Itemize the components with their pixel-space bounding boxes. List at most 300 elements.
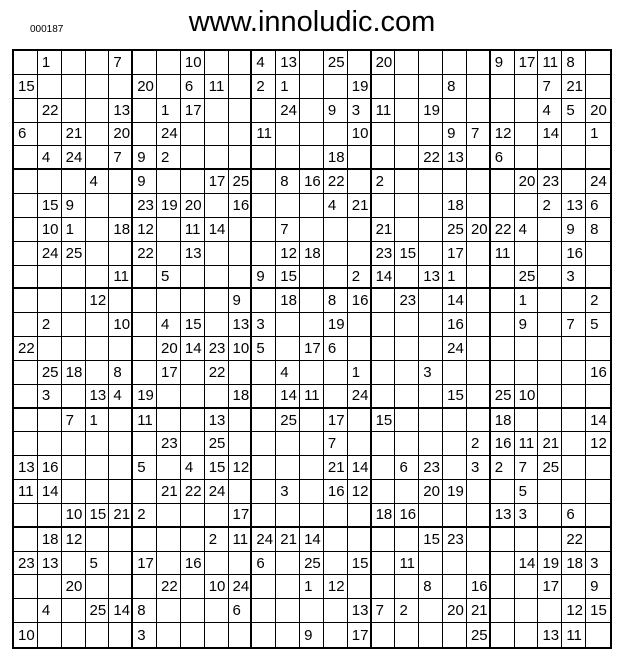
empty-cell[interactable] [62, 51, 86, 75]
empty-cell[interactable] [133, 432, 157, 456]
empty-cell[interactable] [443, 432, 467, 456]
given-cell[interactable]: 13 [86, 385, 110, 409]
empty-cell[interactable] [133, 99, 157, 123]
given-cell[interactable]: 4 [181, 456, 205, 480]
given-cell[interactable]: 4 [324, 194, 348, 218]
empty-cell[interactable] [252, 623, 276, 647]
given-cell[interactable]: 11 [205, 75, 229, 99]
given-cell[interactable]: 22 [14, 337, 38, 361]
empty-cell[interactable] [14, 218, 38, 242]
empty-cell[interactable] [443, 361, 467, 385]
empty-cell[interactable] [252, 242, 276, 266]
empty-cell[interactable] [300, 599, 324, 623]
empty-cell[interactable] [86, 623, 110, 647]
empty-cell[interactable] [300, 409, 324, 433]
empty-cell[interactable] [491, 194, 515, 218]
given-cell[interactable]: 16 [300, 170, 324, 194]
empty-cell[interactable] [395, 361, 419, 385]
given-cell[interactable]: 5 [586, 313, 610, 337]
empty-cell[interactable] [395, 313, 419, 337]
empty-cell[interactable] [181, 123, 205, 147]
given-cell[interactable]: 13 [38, 552, 62, 576]
given-cell[interactable]: 21 [276, 528, 300, 552]
empty-cell[interactable] [324, 75, 348, 99]
empty-cell[interactable] [348, 337, 372, 361]
given-cell[interactable]: 14 [586, 409, 610, 433]
empty-cell[interactable] [372, 456, 396, 480]
empty-cell[interactable] [586, 385, 610, 409]
given-cell[interactable]: 21 [348, 194, 372, 218]
empty-cell[interactable] [252, 289, 276, 313]
given-cell[interactable]: 25 [467, 623, 491, 647]
empty-cell[interactable] [586, 528, 610, 552]
empty-cell[interactable] [181, 385, 205, 409]
empty-cell[interactable] [562, 385, 586, 409]
empty-cell[interactable] [276, 432, 300, 456]
empty-cell[interactable] [276, 337, 300, 361]
empty-cell[interactable] [348, 575, 372, 599]
given-cell[interactable]: 7 [467, 123, 491, 147]
empty-cell[interactable] [372, 123, 396, 147]
empty-cell[interactable] [491, 599, 515, 623]
empty-cell[interactable] [586, 480, 610, 504]
given-cell[interactable]: 11 [181, 218, 205, 242]
empty-cell[interactable] [395, 51, 419, 75]
given-cell[interactable]: 3 [348, 99, 372, 123]
empty-cell[interactable] [586, 504, 610, 528]
given-cell[interactable]: 3 [133, 623, 157, 647]
empty-cell[interactable] [395, 623, 419, 647]
given-cell[interactable]: 10 [14, 623, 38, 647]
given-cell[interactable]: 15 [419, 528, 443, 552]
given-cell[interactable]: 12 [86, 289, 110, 313]
empty-cell[interactable] [467, 51, 491, 75]
given-cell[interactable]: 14 [181, 337, 205, 361]
empty-cell[interactable] [324, 385, 348, 409]
empty-cell[interactable] [491, 289, 515, 313]
empty-cell[interactable] [157, 504, 181, 528]
given-cell[interactable]: 15 [86, 504, 110, 528]
empty-cell[interactable] [491, 266, 515, 290]
empty-cell[interactable] [14, 528, 38, 552]
empty-cell[interactable] [181, 266, 205, 290]
given-cell[interactable]: 4 [86, 170, 110, 194]
empty-cell[interactable] [181, 409, 205, 433]
empty-cell[interactable] [300, 194, 324, 218]
empty-cell[interactable] [133, 575, 157, 599]
empty-cell[interactable] [38, 623, 62, 647]
given-cell[interactable]: 1 [515, 289, 539, 313]
empty-cell[interactable] [14, 99, 38, 123]
given-cell[interactable]: 25 [229, 170, 253, 194]
empty-cell[interactable] [109, 337, 133, 361]
given-cell[interactable]: 24 [62, 146, 86, 170]
given-cell[interactable]: 4 [109, 385, 133, 409]
empty-cell[interactable] [62, 552, 86, 576]
given-cell[interactable]: 6 [562, 504, 586, 528]
empty-cell[interactable] [229, 123, 253, 147]
given-cell[interactable]: 22 [181, 480, 205, 504]
given-cell[interactable]: 18 [372, 504, 396, 528]
given-cell[interactable]: 8 [562, 51, 586, 75]
empty-cell[interactable] [252, 432, 276, 456]
given-cell[interactable]: 16 [229, 194, 253, 218]
empty-cell[interactable] [467, 170, 491, 194]
empty-cell[interactable] [205, 504, 229, 528]
empty-cell[interactable] [205, 194, 229, 218]
empty-cell[interactable] [38, 170, 62, 194]
empty-cell[interactable] [538, 528, 562, 552]
empty-cell[interactable] [467, 337, 491, 361]
empty-cell[interactable] [395, 266, 419, 290]
empty-cell[interactable] [14, 504, 38, 528]
given-cell[interactable]: 22 [133, 242, 157, 266]
given-cell[interactable]: 21 [157, 480, 181, 504]
empty-cell[interactable] [324, 242, 348, 266]
empty-cell[interactable] [491, 99, 515, 123]
given-cell[interactable]: 25 [515, 266, 539, 290]
given-cell[interactable]: 8 [133, 599, 157, 623]
empty-cell[interactable] [467, 242, 491, 266]
given-cell[interactable]: 16 [348, 289, 372, 313]
empty-cell[interactable] [372, 528, 396, 552]
given-cell[interactable]: 24 [443, 337, 467, 361]
empty-cell[interactable] [467, 480, 491, 504]
empty-cell[interactable] [62, 289, 86, 313]
empty-cell[interactable] [86, 146, 110, 170]
empty-cell[interactable] [538, 504, 562, 528]
empty-cell[interactable] [419, 218, 443, 242]
given-cell[interactable]: 5 [252, 337, 276, 361]
empty-cell[interactable] [324, 361, 348, 385]
empty-cell[interactable] [62, 456, 86, 480]
given-cell[interactable]: 13 [538, 623, 562, 647]
given-cell[interactable]: 16 [467, 575, 491, 599]
given-cell[interactable]: 7 [324, 432, 348, 456]
empty-cell[interactable] [348, 218, 372, 242]
given-cell[interactable]: 25 [538, 456, 562, 480]
empty-cell[interactable] [348, 242, 372, 266]
given-cell[interactable]: 15 [38, 194, 62, 218]
empty-cell[interactable] [14, 575, 38, 599]
given-cell[interactable]: 10 [205, 575, 229, 599]
given-cell[interactable]: 22 [157, 575, 181, 599]
empty-cell[interactable] [467, 409, 491, 433]
given-cell[interactable]: 19 [419, 99, 443, 123]
given-cell[interactable]: 3 [562, 266, 586, 290]
given-cell[interactable]: 12 [562, 599, 586, 623]
given-cell[interactable]: 20 [586, 99, 610, 123]
empty-cell[interactable] [181, 623, 205, 647]
empty-cell[interactable] [109, 528, 133, 552]
empty-cell[interactable] [62, 75, 86, 99]
given-cell[interactable]: 16 [491, 432, 515, 456]
given-cell[interactable]: 7 [109, 51, 133, 75]
given-cell[interactable]: 16 [181, 552, 205, 576]
empty-cell[interactable] [14, 170, 38, 194]
empty-cell[interactable] [324, 528, 348, 552]
empty-cell[interactable] [157, 456, 181, 480]
empty-cell[interactable] [86, 99, 110, 123]
empty-cell[interactable] [562, 361, 586, 385]
empty-cell[interactable] [348, 504, 372, 528]
empty-cell[interactable] [86, 194, 110, 218]
given-cell[interactable]: 16 [443, 313, 467, 337]
given-cell[interactable]: 2 [133, 504, 157, 528]
empty-cell[interactable] [252, 480, 276, 504]
given-cell[interactable]: 18 [491, 409, 515, 433]
empty-cell[interactable] [157, 599, 181, 623]
given-cell[interactable]: 19 [133, 385, 157, 409]
empty-cell[interactable] [372, 337, 396, 361]
given-cell[interactable]: 20 [467, 218, 491, 242]
given-cell[interactable]: 1 [348, 361, 372, 385]
given-cell[interactable]: 4 [252, 51, 276, 75]
given-cell[interactable]: 23 [133, 194, 157, 218]
empty-cell[interactable] [348, 51, 372, 75]
empty-cell[interactable] [515, 99, 539, 123]
given-cell[interactable]: 9 [300, 623, 324, 647]
given-cell[interactable]: 25 [62, 242, 86, 266]
empty-cell[interactable] [538, 289, 562, 313]
given-cell[interactable]: 2 [205, 528, 229, 552]
empty-cell[interactable] [229, 218, 253, 242]
given-cell[interactable]: 21 [538, 432, 562, 456]
given-cell[interactable]: 2 [348, 266, 372, 290]
empty-cell[interactable] [467, 361, 491, 385]
given-cell[interactable]: 22 [419, 146, 443, 170]
given-cell[interactable]: 13 [205, 409, 229, 433]
empty-cell[interactable] [538, 480, 562, 504]
given-cell[interactable]: 11 [562, 623, 586, 647]
empty-cell[interactable] [300, 266, 324, 290]
given-cell[interactable]: 2 [38, 313, 62, 337]
empty-cell[interactable] [14, 599, 38, 623]
empty-cell[interactable] [205, 385, 229, 409]
empty-cell[interactable] [14, 266, 38, 290]
empty-cell[interactable] [419, 313, 443, 337]
empty-cell[interactable] [133, 51, 157, 75]
given-cell[interactable]: 3 [276, 480, 300, 504]
empty-cell[interactable] [419, 504, 443, 528]
empty-cell[interactable] [62, 599, 86, 623]
empty-cell[interactable] [467, 266, 491, 290]
empty-cell[interactable] [515, 409, 539, 433]
given-cell[interactable]: 12 [348, 480, 372, 504]
empty-cell[interactable] [372, 575, 396, 599]
given-cell[interactable]: 24 [586, 170, 610, 194]
empty-cell[interactable] [538, 146, 562, 170]
given-cell[interactable]: 2 [491, 456, 515, 480]
empty-cell[interactable] [252, 456, 276, 480]
empty-cell[interactable] [86, 337, 110, 361]
given-cell[interactable]: 17 [538, 575, 562, 599]
given-cell[interactable]: 9 [586, 575, 610, 599]
given-cell[interactable]: 13 [229, 313, 253, 337]
given-cell[interactable]: 17 [348, 623, 372, 647]
empty-cell[interactable] [372, 289, 396, 313]
empty-cell[interactable] [300, 456, 324, 480]
empty-cell[interactable] [276, 623, 300, 647]
empty-cell[interactable] [395, 385, 419, 409]
empty-cell[interactable] [300, 123, 324, 147]
given-cell[interactable]: 15 [443, 385, 467, 409]
empty-cell[interactable] [252, 361, 276, 385]
given-cell[interactable]: 4 [38, 599, 62, 623]
empty-cell[interactable] [372, 313, 396, 337]
empty-cell[interactable] [300, 313, 324, 337]
given-cell[interactable]: 12 [133, 218, 157, 242]
empty-cell[interactable] [419, 123, 443, 147]
given-cell[interactable]: 11 [252, 123, 276, 147]
empty-cell[interactable] [467, 194, 491, 218]
empty-cell[interactable] [395, 432, 419, 456]
empty-cell[interactable] [14, 51, 38, 75]
empty-cell[interactable] [62, 480, 86, 504]
empty-cell[interactable] [324, 266, 348, 290]
empty-cell[interactable] [157, 289, 181, 313]
empty-cell[interactable] [62, 99, 86, 123]
empty-cell[interactable] [205, 552, 229, 576]
empty-cell[interactable] [395, 146, 419, 170]
given-cell[interactable]: 9 [229, 289, 253, 313]
empty-cell[interactable] [372, 146, 396, 170]
empty-cell[interactable] [252, 146, 276, 170]
empty-cell[interactable] [467, 552, 491, 576]
empty-cell[interactable] [300, 75, 324, 99]
empty-cell[interactable] [586, 51, 610, 75]
given-cell[interactable]: 17 [229, 504, 253, 528]
empty-cell[interactable] [276, 194, 300, 218]
given-cell[interactable]: 9 [491, 51, 515, 75]
empty-cell[interactable] [515, 242, 539, 266]
given-cell[interactable]: 22 [562, 528, 586, 552]
empty-cell[interactable] [419, 75, 443, 99]
given-cell[interactable]: 1 [157, 99, 181, 123]
given-cell[interactable]: 17 [181, 99, 205, 123]
empty-cell[interactable] [109, 480, 133, 504]
empty-cell[interactable] [324, 504, 348, 528]
empty-cell[interactable] [324, 218, 348, 242]
given-cell[interactable]: 3 [467, 456, 491, 480]
given-cell[interactable]: 23 [395, 289, 419, 313]
given-cell[interactable]: 10 [515, 385, 539, 409]
given-cell[interactable]: 15 [276, 266, 300, 290]
empty-cell[interactable] [562, 409, 586, 433]
given-cell[interactable]: 15 [395, 242, 419, 266]
empty-cell[interactable] [515, 194, 539, 218]
empty-cell[interactable] [229, 51, 253, 75]
given-cell[interactable]: 11 [229, 528, 253, 552]
empty-cell[interactable] [62, 337, 86, 361]
empty-cell[interactable] [419, 385, 443, 409]
empty-cell[interactable] [252, 504, 276, 528]
empty-cell[interactable] [515, 337, 539, 361]
empty-cell[interactable] [467, 289, 491, 313]
empty-cell[interactable] [443, 552, 467, 576]
given-cell[interactable]: 25 [491, 385, 515, 409]
empty-cell[interactable] [515, 75, 539, 99]
given-cell[interactable]: 8 [276, 170, 300, 194]
empty-cell[interactable] [14, 242, 38, 266]
empty-cell[interactable] [419, 432, 443, 456]
empty-cell[interactable] [205, 599, 229, 623]
empty-cell[interactable] [86, 313, 110, 337]
given-cell[interactable]: 23 [205, 337, 229, 361]
given-cell[interactable]: 11 [395, 552, 419, 576]
empty-cell[interactable] [181, 361, 205, 385]
empty-cell[interactable] [205, 289, 229, 313]
given-cell[interactable]: 20 [443, 599, 467, 623]
empty-cell[interactable] [62, 623, 86, 647]
empty-cell[interactable] [491, 75, 515, 99]
given-cell[interactable]: 6 [324, 337, 348, 361]
given-cell[interactable]: 14 [443, 289, 467, 313]
empty-cell[interactable] [109, 456, 133, 480]
empty-cell[interactable] [515, 528, 539, 552]
empty-cell[interactable] [181, 528, 205, 552]
given-cell[interactable]: 21 [562, 75, 586, 99]
empty-cell[interactable] [395, 480, 419, 504]
empty-cell[interactable] [467, 146, 491, 170]
given-cell[interactable]: 4 [538, 99, 562, 123]
empty-cell[interactable] [62, 432, 86, 456]
empty-cell[interactable] [419, 409, 443, 433]
given-cell[interactable]: 24 [252, 528, 276, 552]
given-cell[interactable]: 1 [586, 123, 610, 147]
empty-cell[interactable] [276, 575, 300, 599]
given-cell[interactable]: 14 [372, 266, 396, 290]
given-cell[interactable]: 7 [562, 313, 586, 337]
empty-cell[interactable] [205, 623, 229, 647]
empty-cell[interactable] [109, 194, 133, 218]
empty-cell[interactable] [419, 599, 443, 623]
empty-cell[interactable] [86, 456, 110, 480]
given-cell[interactable]: 25 [324, 51, 348, 75]
empty-cell[interactable] [300, 218, 324, 242]
empty-cell[interactable] [372, 194, 396, 218]
given-cell[interactable]: 14 [515, 552, 539, 576]
empty-cell[interactable] [109, 552, 133, 576]
given-cell[interactable]: 13 [419, 266, 443, 290]
given-cell[interactable]: 18 [443, 194, 467, 218]
empty-cell[interactable] [181, 146, 205, 170]
empty-cell[interactable] [562, 480, 586, 504]
given-cell[interactable]: 2 [586, 289, 610, 313]
empty-cell[interactable] [586, 75, 610, 99]
given-cell[interactable]: 18 [109, 218, 133, 242]
given-cell[interactable]: 11 [515, 432, 539, 456]
empty-cell[interactable] [86, 123, 110, 147]
empty-cell[interactable] [252, 575, 276, 599]
given-cell[interactable]: 19 [324, 313, 348, 337]
empty-cell[interactable] [300, 432, 324, 456]
empty-cell[interactable] [538, 218, 562, 242]
empty-cell[interactable] [467, 313, 491, 337]
empty-cell[interactable] [395, 409, 419, 433]
given-cell[interactable]: 24 [38, 242, 62, 266]
empty-cell[interactable] [562, 456, 586, 480]
given-cell[interactable]: 13 [181, 242, 205, 266]
empty-cell[interactable] [395, 337, 419, 361]
empty-cell[interactable] [14, 313, 38, 337]
empty-cell[interactable] [229, 432, 253, 456]
given-cell[interactable]: 22 [38, 99, 62, 123]
given-cell[interactable]: 20 [515, 170, 539, 194]
given-cell[interactable]: 13 [14, 456, 38, 480]
empty-cell[interactable] [38, 123, 62, 147]
empty-cell[interactable] [181, 575, 205, 599]
